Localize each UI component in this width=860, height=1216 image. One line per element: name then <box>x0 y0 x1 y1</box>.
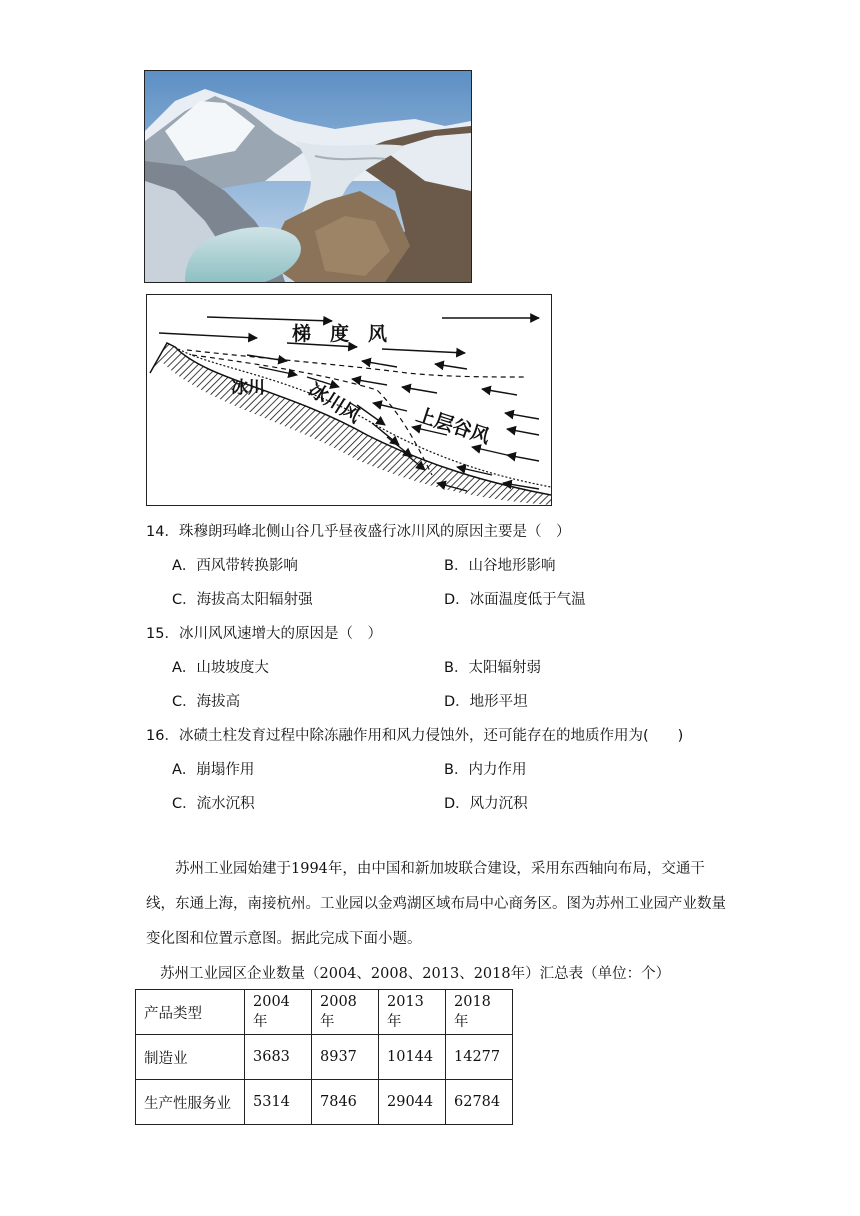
passage-text: 苏州工业园始建于1994年，由中国和新加坡联合建设，采用东西轴向布局，交通干线，东通上海，南接杭州。工业园以金鸡湖区域布局中心商务区。图为苏州工业园产业数量变化图和位置示意图。据此完成下面小题。 <box>146 861 726 947</box>
question-16-option-c[interactable]: C．流水沉积 <box>172 796 255 812</box>
question-14-option-d[interactable]: D．冰面温度低于气温 <box>444 592 586 608</box>
question-15-option-b[interactable]: B．太阳辐射弱 <box>444 660 541 676</box>
table-cell: 14277 <box>446 1035 513 1080</box>
gradient-wind-label: 梯 度 风 <box>292 323 388 345</box>
table-header-row <box>136 990 513 1035</box>
table-cell: 10144 <box>379 1035 446 1080</box>
question-16-option-a[interactable]: A．崩塌作用 <box>172 762 255 778</box>
table-cell: 8937 <box>312 1035 379 1080</box>
table-row <box>136 1080 513 1125</box>
table-header-cell: 2013年 <box>379 990 446 1035</box>
table-header-cell: 2008年 <box>312 990 379 1035</box>
enterprise-count-table <box>135 989 513 1125</box>
question-16-option-d[interactable]: D．风力沉积 <box>444 796 528 812</box>
glacier-wind-diagram <box>146 294 552 506</box>
question-14-option-b[interactable]: B．山谷地形影响 <box>444 558 556 574</box>
question-14-stem: 14．珠穆朗玛峰北侧山谷几乎昼夜盛行冰川风的原因主要是（ ） <box>146 524 571 540</box>
table-cell: 生产性服务业 <box>136 1080 245 1125</box>
table-cell: 3683 <box>245 1035 312 1080</box>
table-cell: 62784 <box>446 1080 513 1125</box>
question-15-option-d[interactable]: D．地形平坦 <box>444 694 528 710</box>
question-15-stem: 15．冰川风风速增大的原因是（ ） <box>146 626 382 642</box>
question-16-stem: 16．冰碛土柱发育过程中除冻融作用和风力侵蚀外，还可能存在的地质作用为( ) <box>146 728 684 744</box>
table-header-cell: 2004年 <box>245 990 312 1035</box>
table-header-cell: 2018年 <box>446 990 513 1035</box>
table-cell: 29044 <box>379 1080 446 1125</box>
question-15-option-c[interactable]: C．海拔高 <box>172 694 241 710</box>
glacier-label: 冰川 <box>231 378 265 398</box>
table-header-cell: 产品类型 <box>136 990 245 1035</box>
question-14-option-a[interactable]: A．西风带转换影响 <box>172 558 298 574</box>
upper-valley-wind-label: 上层谷风 <box>413 403 493 449</box>
question-16-option-b[interactable]: B．内力作用 <box>444 762 527 778</box>
table-row <box>136 1035 513 1080</box>
table-cell: 7846 <box>312 1080 379 1125</box>
table-cell: 制造业 <box>136 1035 245 1080</box>
table-caption: 苏州工业园区企业数量（2004、2008、2013、2018年）汇总表（单位：个） <box>160 966 671 982</box>
question-15-option-a[interactable]: A．山坡坡度大 <box>172 660 269 676</box>
glacier-wind-label: 冰川风 <box>304 378 365 428</box>
question-14-option-c[interactable]: C．海拔高太阳辐射强 <box>172 592 313 608</box>
glacier-valley-photo <box>144 70 472 283</box>
table-cell: 5314 <box>245 1080 312 1125</box>
